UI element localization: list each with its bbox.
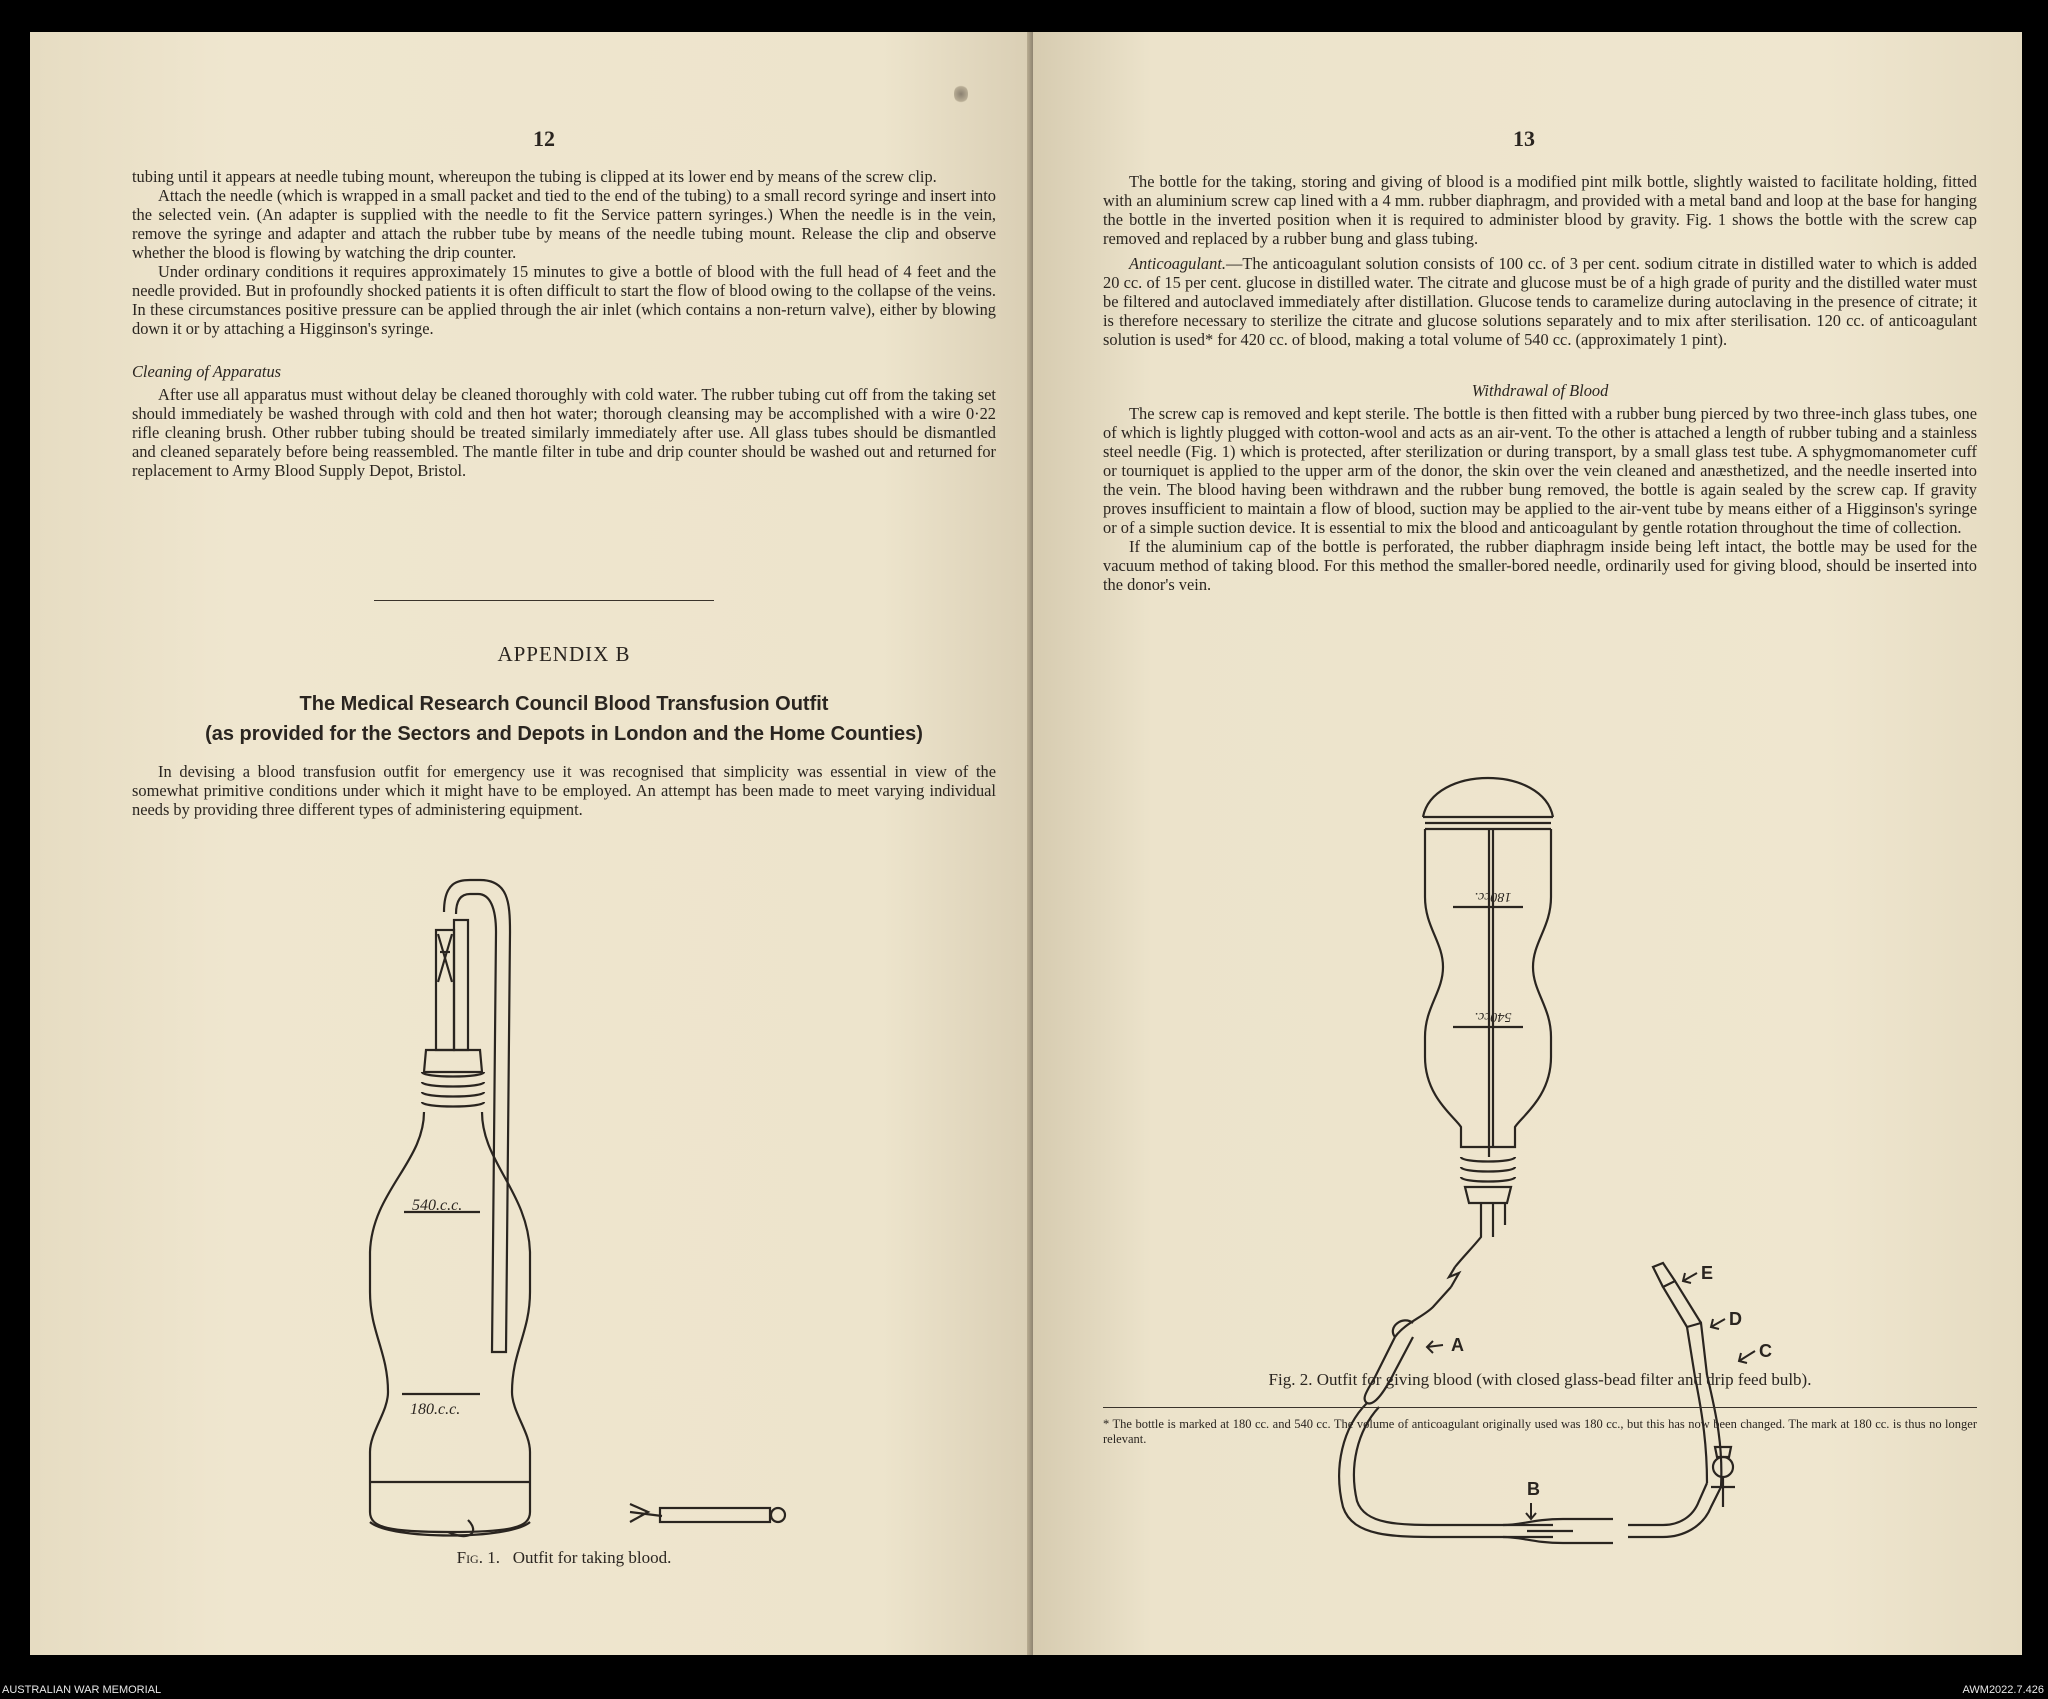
appendix-intro xyxy=(132,762,996,819)
fig2-label-c: C xyxy=(1759,1341,1772,1361)
fig2-label-d: D xyxy=(1729,1309,1742,1329)
left-page xyxy=(30,32,1033,1655)
anticoagulant-label: Anticoagulant. xyxy=(1129,254,1226,273)
paragraph: tubing until it appears at needle tubing mount, whereupon the tubing is clipped at its lower end by means of the screw clip. xyxy=(132,167,937,186)
left-body-text xyxy=(132,167,996,480)
paragraph: The screw cap is removed and kept sterile. The bottle is then fitted with a rubber bung pierced by two three-inch glass tubes, one of which is lightly plugged with cotton-wool and acts as an air-vent. To the other is attached a length of rubber tubing and a stainless steel needle (Fig. 1) which is protected, after sterilization or during transport, by a small glass test tube. A sphygmomanometer cuff or tourniquet is applied to the upper arm of the donor, the skin over the vein cleaned and anæsthetized, and the needle inserted into the vein. The blood having been withdrawn and the rubber bung removed, the bottle is again sealed by the screw cap. If gravity proves insufficient to maintain a flow of blood, suction may be applied to the air-vent tube by means either of a Higginson's syringe or of a simple suction device. It is essential to mix the blood and anticoagulant by gentle rotation throughout the time of collection. xyxy=(1103,404,1977,537)
credit-right: AWM2022.7.426 xyxy=(1962,1684,2044,1696)
heading-line-1: The Medical Research Council Blood Transfusion Outfit xyxy=(299,693,829,715)
withdrawal-heading: Withdrawal of Blood xyxy=(1471,381,1609,400)
credit-left: AUSTRALIAN WAR MEMORIAL xyxy=(2,1684,162,1696)
anticoagulant-paragraph xyxy=(1103,254,1977,349)
figure-2-caption: Fig. 2. Outfit for giving blood (with closed glass-bead filter and drip feed bulb). xyxy=(1268,1370,1812,1389)
page-number-left: 12 xyxy=(533,126,555,151)
appendix-heading xyxy=(132,689,996,749)
footnote-divider xyxy=(1103,1407,1977,1408)
appendix-title: APPENDIX B xyxy=(497,642,631,666)
fig1-caption-prefix: Fig. 1. xyxy=(456,1548,500,1567)
paragraph: If the aluminium cap of the bottle is perforated, the rubber diaphragm inside being left intact, the bottle may be used for the vacuum method of taking blood. For this method the smaller-bored needle, ordinarily used for giving blood, should be inserted into the donor's vein. xyxy=(1103,537,1977,594)
fig2-mark-540: 540cc. xyxy=(1474,1009,1512,1024)
cleaning-heading: Cleaning of Apparatus xyxy=(132,362,282,381)
figure-1-drawing xyxy=(330,872,800,1532)
right-body-text xyxy=(1103,172,1977,594)
paragraph: The bottle for the taking, storing and giving of blood is a modified pint milk bottle, slightly waisted to facilitate holding, fitted with an aluminium screw cap lined with a 4 mm. rubber diaphragm, and provided with a metal band and loop at the base for hanging the bottle in the inverted position when it is required to administer blood by gravity. Fig. 1 shows the bottle with the screw cap removed and replaced by a rubber bung and glass tubing. xyxy=(1103,172,1977,248)
figure-1-caption xyxy=(132,1548,996,1568)
fig2-label-a: A xyxy=(1451,1335,1464,1355)
anticoagulant-text: —The anticoagulant solution consists of 100 cc. of 3 per cent. sodium citrate in distilled water to which is added 20 cc. of 15 per cent. glucose in distilled water. The citrate and glucose must be of a high grade of purity and the distilled water must be filtered and autoclaved immediately after distillation. Glucose tends to caramelize during autoclaving in the presence of citrate; it is therefore necessary to sterilize the citrate and glucose solutions separately and to mix after sterilisation. 120 cc. of anticoagulant solution is used* for 420 cc. of blood, making a total volume of 540 cc. (approximately 1 pint). xyxy=(1103,254,1977,349)
fig1-label-540: 540.c.c. xyxy=(412,1197,463,1214)
paragraph: Under ordinary conditions it requires approximately 15 minutes to give a bottle of blood with the full head of 4 feet and the needle provided. But in profoundly shocked patients it is often difficult to start the flow of blood owing to the collapse of the veins. In these circumstances positive pressure can be applied through the air inlet (which contains a non-return valve), either by blowing down it or by attaching a Higginson's syringe. xyxy=(132,262,996,338)
paragraph: In devising a blood transfusion outfit for emergency use it was recognised that simplicity was essential in view of the somewhat primitive conditions under which it might have to be employed. An attempt has been made to meet varying individual needs by providing three different types of administering equipment. xyxy=(132,762,996,819)
right-page xyxy=(1033,32,2022,1655)
section-divider xyxy=(374,600,714,601)
heading-line-2: (as provided for the Sectors and Depots in London and the Home Counties) xyxy=(205,723,923,745)
paragraph: Attach the needle (which is wrapped in a small packet and tied to the end of the tubing) to a small record syringe and insert into the selected vein. (An adapter is supplied with the needle to fit the Service pattern syringes.) When the needle is in the vein, remove the syringe and adapter and attach the rubber tube by means of the needle tubing mount. Release the clip and observe whether the blood is flowing by watching the drip counter. xyxy=(132,186,996,262)
fig2-label-b: B xyxy=(1527,1479,1540,1499)
fig2-mark-180: 180cc. xyxy=(1474,889,1512,904)
fig1-caption-text: Outfit for taking blood. xyxy=(512,1548,672,1567)
staple-hole xyxy=(954,84,968,104)
paragraph: After use all apparatus must without delay be cleaned thoroughly with cold water. The rubber tubing cut off from the taking set should immediately be washed through with cold and then hot water; thorough cleansing may be accomplished with a wire 0·22 rifle cleaning brush. Other rubber tubing should be treated similarly immediately after use. All glass tubes should be dismantled and cleaned separately before being reassembled. The mantle filter in tube and drip counter should be washed out and returned for replacement to Army Blood Supply Depot, Bristol. xyxy=(132,385,996,480)
footnote: * The bottle is marked at 180 cc. and 540 cc. The volume of anticoagulant originally used was 180 cc., but this has now been changed. The mark at 180 cc. is thus no longer relevant. xyxy=(1103,1417,1977,1446)
page-number-right: 13 xyxy=(1513,126,1535,151)
book-spread xyxy=(30,32,2022,1655)
fig1-label-180: 180.c.c. xyxy=(410,1401,461,1418)
fig2-label-e: E xyxy=(1701,1263,1714,1283)
